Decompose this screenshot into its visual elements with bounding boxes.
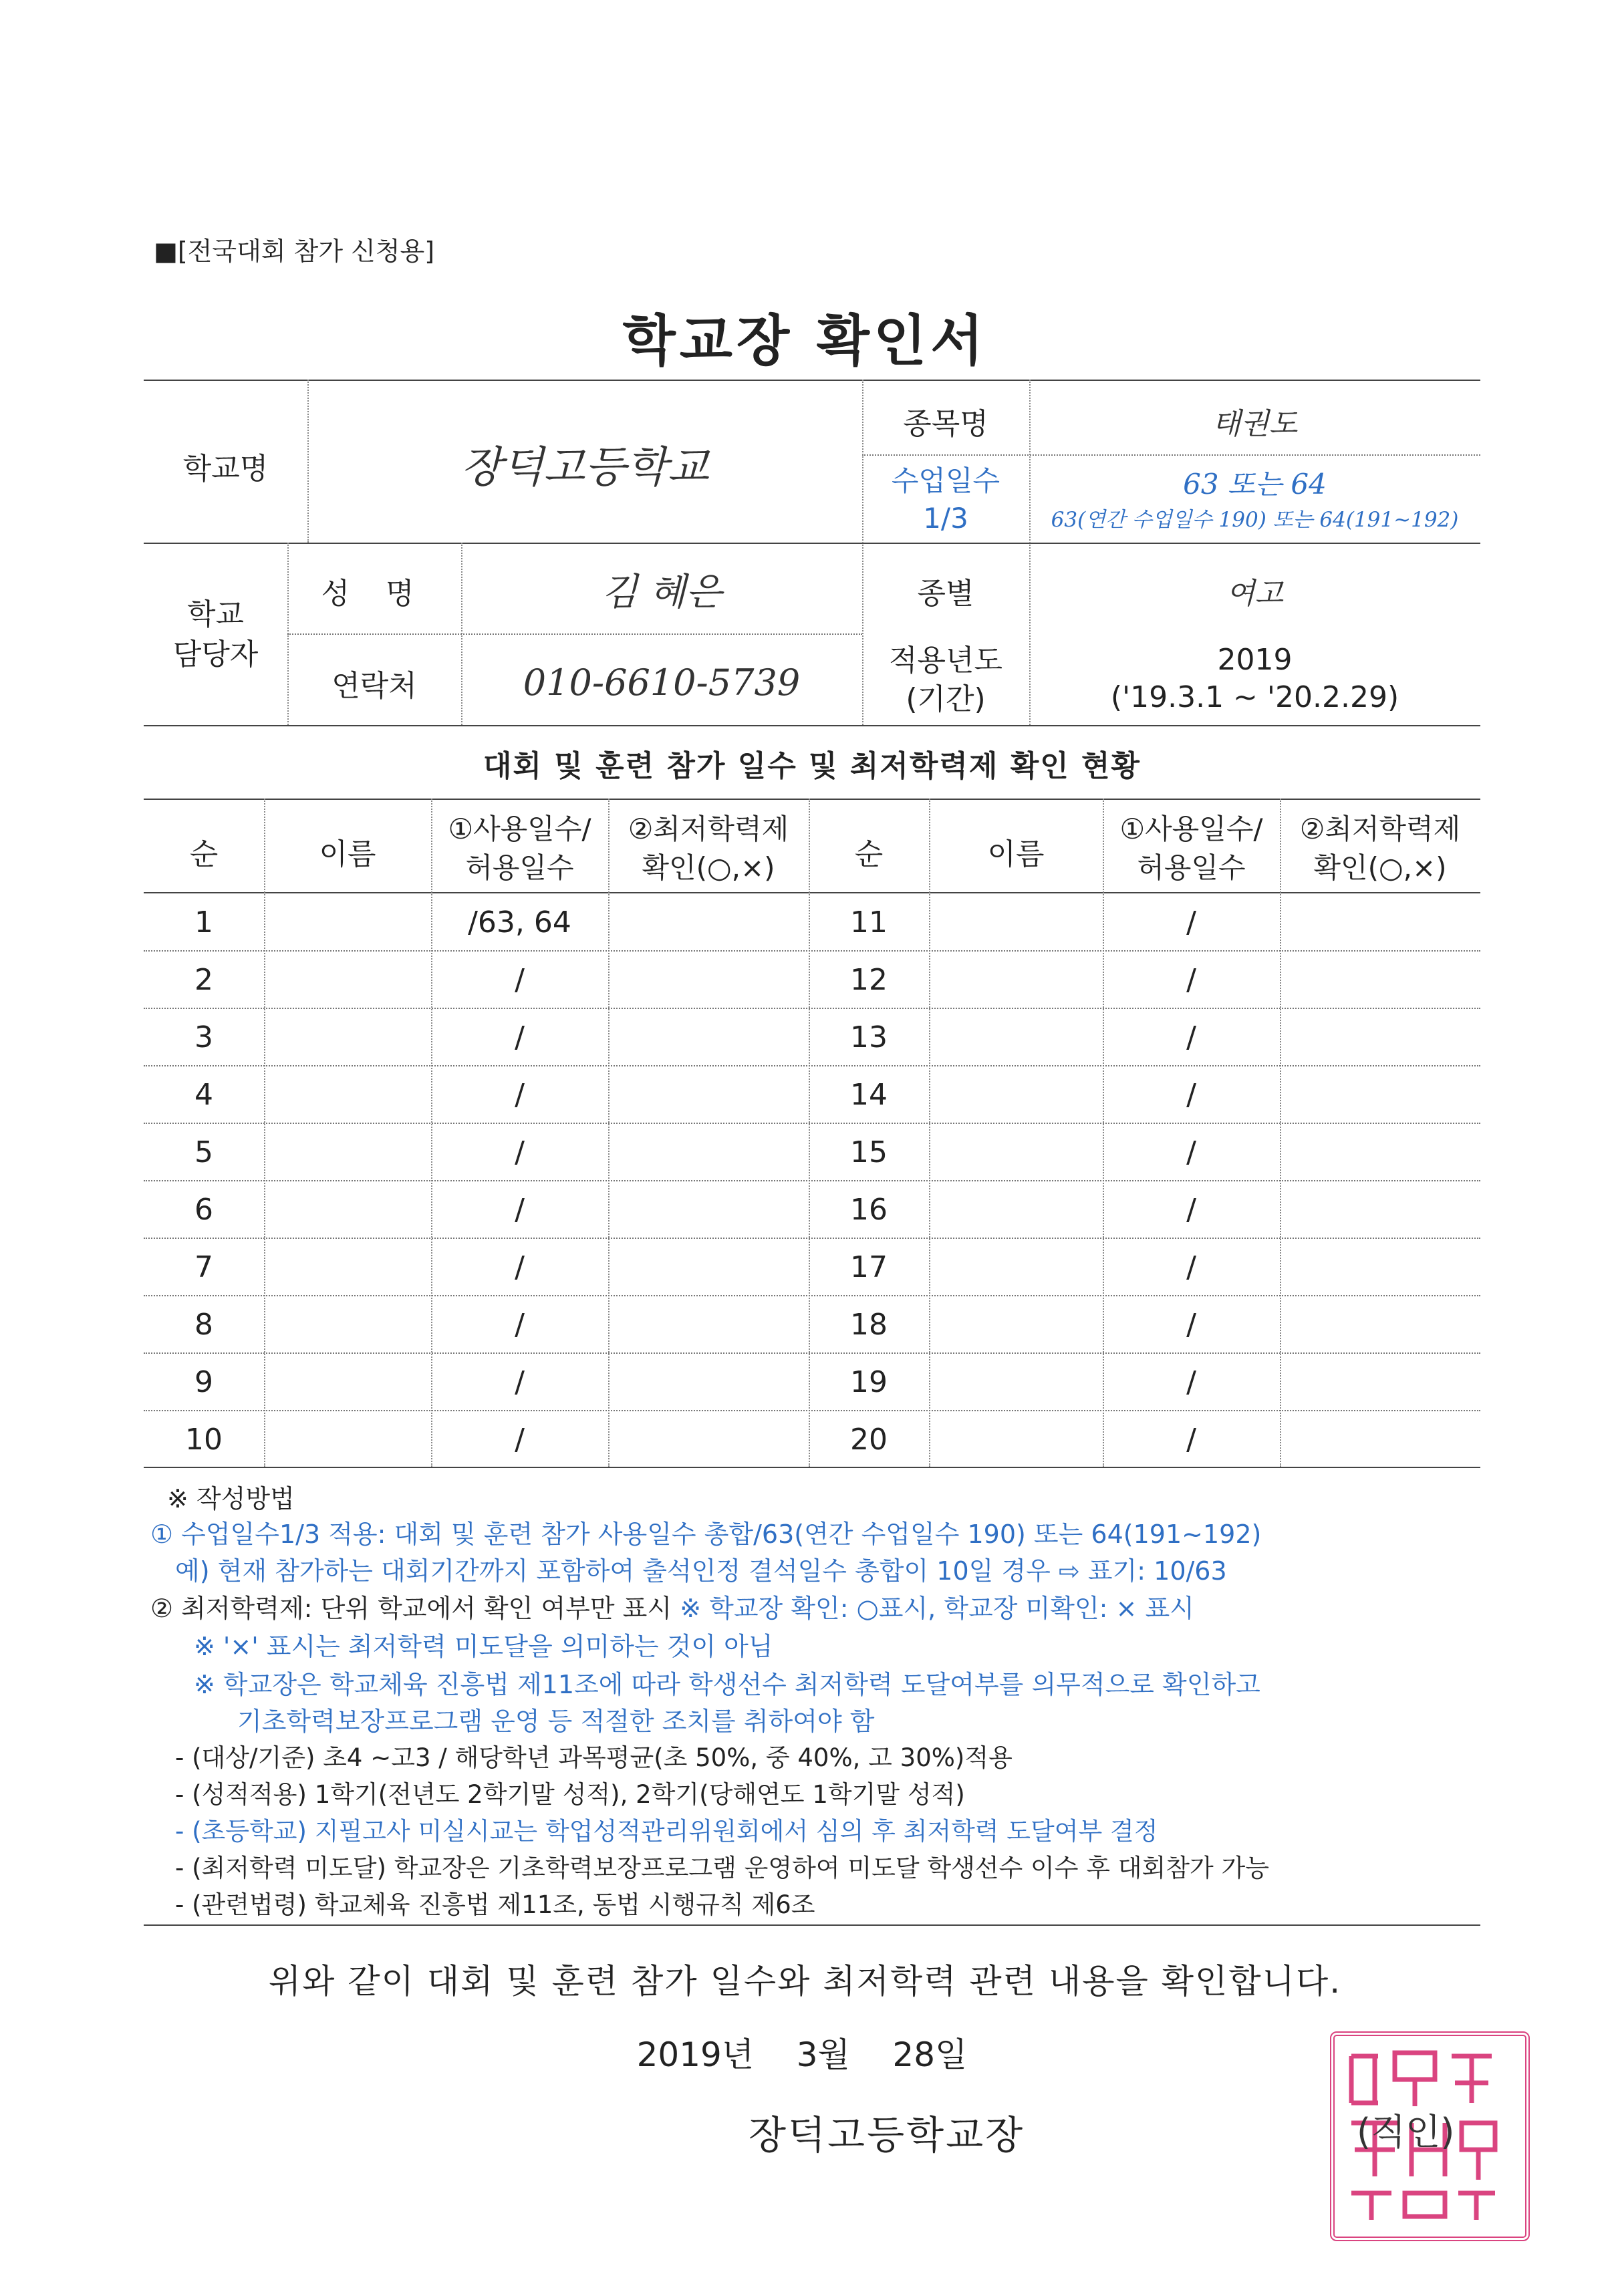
row-days-2: / — [1186, 1423, 1196, 1457]
header-name: 이름 — [319, 837, 376, 871]
row-days-2: / — [1186, 1020, 1196, 1054]
header-min-2-line2: 확인(○,×) — [1313, 851, 1447, 884]
period-value: ('19.3.1 ~ '20.2.29) — [1110, 680, 1399, 714]
header-days-2-line1: ①사용일수/ — [1119, 813, 1263, 845]
gender-label: 종별 — [917, 577, 974, 611]
header-days-2-line2: 허용일수 — [1137, 851, 1246, 884]
rule — [144, 1352, 1480, 1354]
row-no: 10 — [185, 1423, 223, 1457]
note-4-cont: 기초학력보장프로그램 운영 등 적절한 조치를 취하여야 함 — [237, 1707, 875, 1736]
note-2-marks: ※ 학교장 확인: ○표시, 학교장 미확인: × 표시 — [680, 1594, 1194, 1623]
contact-name-value: 김 혜은 — [601, 571, 722, 614]
rule — [862, 454, 1480, 456]
contact-group-label-line2: 담당자 — [172, 637, 259, 672]
header-min-2-line1: ②최저학력제 — [1299, 813, 1461, 845]
rule — [144, 1123, 1480, 1124]
confirmation-statement: 위와 같이 대회 및 훈련 참가 일수와 최저학력 관련 내용을 확인합니다. — [268, 1962, 1342, 2001]
rule — [144, 1467, 1480, 1468]
row-no: 9 — [194, 1365, 213, 1399]
divider — [1280, 799, 1281, 1467]
row-no: 5 — [194, 1135, 213, 1169]
year-label-line2: (기간) — [906, 682, 986, 716]
school-name-label: 학교명 — [182, 452, 269, 486]
detail-3: - (초등학교) 지필고사 미실시교는 학업성적관리위원회에서 심의 후 최저학력 도달여부 결정 — [175, 1817, 1158, 1846]
divider — [264, 799, 265, 1467]
row-days-2: / — [1186, 1135, 1196, 1169]
row-days-2: / — [1186, 1193, 1196, 1227]
row-days-2: / — [1186, 1308, 1196, 1342]
note-2 — [150, 1588, 1194, 1624]
row-days: / — [515, 1020, 525, 1054]
year-label — [862, 641, 1029, 719]
header-days-line2: 허용일수 — [465, 851, 574, 884]
row-days-2: / — [1186, 1250, 1196, 1284]
row-days: / — [515, 1250, 525, 1284]
year-value: 2019 — [1217, 643, 1293, 677]
row-days: / — [515, 1423, 525, 1457]
note-1-example: 예) 현재 참가하는 대회기간까지 포함하여 출석인정 결석일수 총합이 10일 경우 ⇨ 표기: 10/63 — [175, 1556, 1227, 1586]
rule — [287, 633, 862, 635]
header-no-2: 순 — [854, 837, 884, 871]
school-name-value: 장덕고등학교 — [460, 443, 709, 492]
seal-label: (직인) — [1357, 2111, 1455, 2153]
header-min-line1: ②최저학력제 — [628, 813, 789, 845]
rule — [144, 543, 1480, 544]
row-days-2: / — [1186, 963, 1196, 997]
rule — [144, 1065, 1480, 1066]
header-min — [608, 810, 809, 887]
rule — [144, 380, 1480, 381]
row-no-2: 19 — [850, 1365, 888, 1399]
detail-2: - (성적적용) 1학기(전년도 2학기말 성적), 2학기(당해연도 1학기말 성적) — [175, 1780, 965, 1809]
section-title: 대회 및 훈련 참가 일수 및 최저학력제 확인 현황 — [483, 749, 1142, 783]
row-no-2: 15 — [850, 1135, 888, 1169]
row-no-2: 18 — [850, 1308, 888, 1342]
class-days-label — [862, 462, 1029, 537]
row-no-2: 20 — [850, 1423, 888, 1457]
row-no: 3 — [194, 1020, 213, 1054]
header-days-line1: ①사용일수/ — [448, 813, 591, 845]
divider — [608, 799, 610, 1467]
year-label-line1: 적용년도 — [888, 643, 1002, 678]
sport-value: 태권도 — [1212, 407, 1298, 441]
row-days-2: / — [1186, 1078, 1196, 1112]
row-days: / — [515, 1135, 525, 1169]
row-days: /63, 64 — [468, 905, 571, 940]
rule — [144, 725, 1480, 726]
row-days: / — [515, 1193, 525, 1227]
row-no-2: 16 — [850, 1193, 888, 1227]
document-title: 학교장 확인서 — [622, 309, 988, 373]
detail-5: - (관련법령) 학교체육 진흥법 제11조, 동법 시행규칙 제6조 — [175, 1890, 815, 1919]
note-4: ※ 학교장은 학교체육 진흥법 제11조에 따라 학생선수 최저학력 도달여부를 의무적으로 확인하고 — [194, 1670, 1260, 1699]
signer-name: 장덕고등학교장 — [749, 2112, 1025, 2158]
class-days-detail: 63(연간 수업일수 190) 또는 64(191~192) — [1051, 508, 1459, 532]
detail-4: - (최저학력 미도달) 학교장은 기초학력보장프로그램 운영하여 미도달 학생선수 이수 후 대회참가 가능 — [175, 1854, 1270, 1882]
class-days-label-line2: 1/3 — [923, 502, 968, 535]
row-days: / — [515, 1308, 525, 1342]
rule — [144, 1238, 1480, 1239]
row-no: 4 — [194, 1078, 213, 1112]
row-no-2: 11 — [850, 905, 888, 940]
gender-value: 여고 — [1226, 577, 1283, 611]
contact-group-label-line1: 학교 — [186, 597, 244, 631]
rule — [144, 1410, 1480, 1411]
rule — [144, 1295, 1480, 1296]
row-no: 6 — [194, 1193, 213, 1227]
contact-group-label — [144, 595, 287, 675]
class-days-value: 63 또는 64 — [1183, 468, 1327, 500]
row-days-2: / — [1186, 905, 1196, 940]
row-no: 8 — [194, 1308, 213, 1342]
header-min-2 — [1280, 810, 1480, 887]
row-days: / — [515, 1365, 525, 1399]
row-days: / — [515, 963, 525, 997]
header-days-2 — [1103, 810, 1280, 887]
contact-name-label: 성 명 — [321, 577, 428, 611]
divider — [929, 799, 930, 1467]
row-no-2: 17 — [850, 1250, 888, 1284]
note-3: ※ '×' 표시는 최저학력 미도달을 의미하는 것이 아님 — [194, 1632, 773, 1661]
class-days-label-line1: 수업일수 — [891, 464, 1000, 497]
contact-phone-value: 010-6610-5739 — [523, 662, 801, 704]
issue-date: 2019년 3월 28일 — [636, 2035, 968, 2074]
rule — [144, 1924, 1480, 1926]
row-no-2: 13 — [850, 1020, 888, 1054]
row-days: / — [515, 1078, 525, 1112]
header-min-line2: 확인(○,×) — [642, 851, 775, 884]
header-no: 순 — [189, 837, 219, 871]
contact-phone-label: 연락처 — [331, 669, 417, 703]
header-name-2: 이름 — [987, 837, 1045, 871]
sport-label: 종목명 — [903, 407, 988, 441]
rule — [144, 950, 1480, 952]
rule — [144, 1180, 1480, 1181]
row-no: 1 — [194, 905, 213, 940]
note-2-text: ② 최저학력제: 단위 학교에서 확인 여부만 표시 — [150, 1594, 672, 1623]
header-days — [431, 810, 608, 887]
row-days-2: / — [1186, 1365, 1196, 1399]
row-no-2: 12 — [850, 963, 888, 997]
row-no: 7 — [194, 1250, 213, 1284]
note-1: ① 수업일수1/3 적용: 대회 및 훈련 참가 사용일수 총합/63(연간 수업일수 190) 또는 64(191~192) — [150, 1520, 1262, 1549]
row-no: 2 — [194, 963, 213, 997]
notes-heading: ※ 작성방법 — [167, 1484, 295, 1514]
document-tag: ■[전국대회 참가 신청용] — [154, 237, 435, 266]
detail-1: - (대상/기준) 초4 ~고3 / 해당학년 과목평균(초 50%, 중 40%, 고 30%)적용 — [175, 1743, 1013, 1772]
row-no-2: 14 — [850, 1078, 888, 1112]
rule — [144, 1008, 1480, 1009]
